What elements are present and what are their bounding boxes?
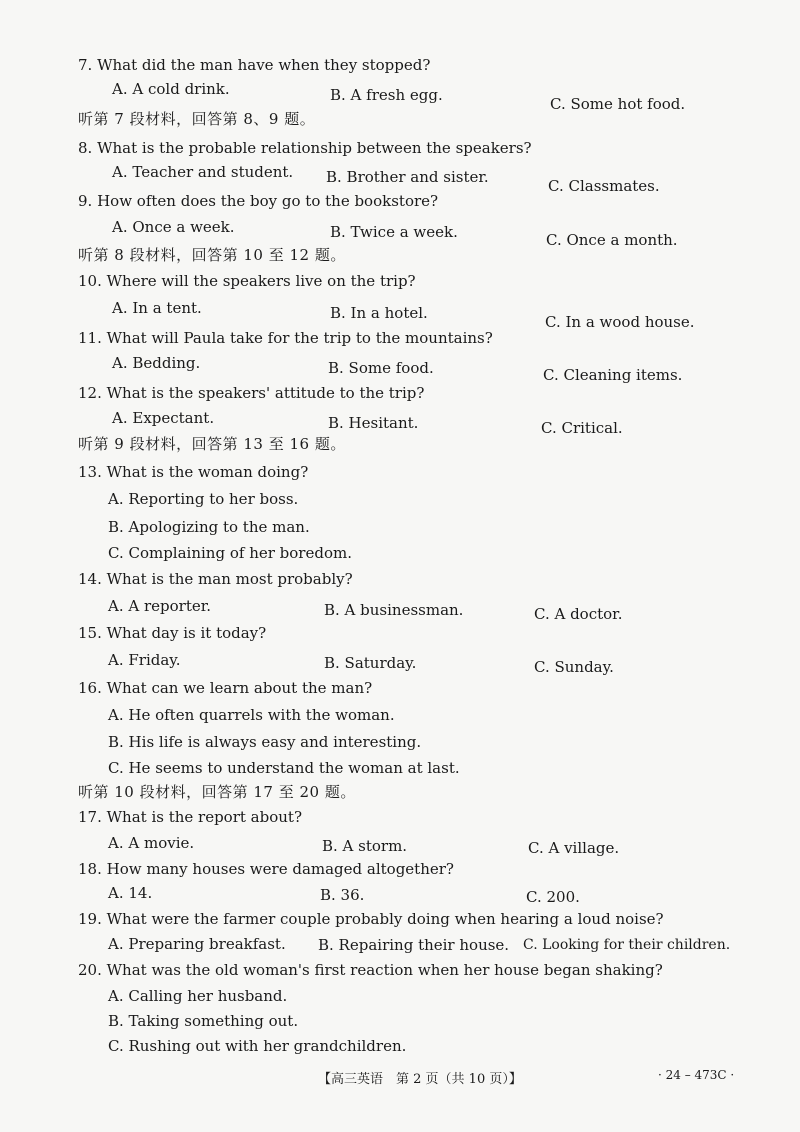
option-12a: A. Expectant. (112, 409, 215, 427)
question-20: 20. What was the old woman's first reaction when her house began shaking? (78, 961, 663, 979)
option-14a: A. A reporter. (108, 597, 212, 615)
option-14b: B. A businessman. (324, 601, 464, 619)
option-15c: C. Sunday. (534, 658, 614, 676)
question-7: 7. What did the man have when they stopped? (78, 56, 431, 74)
option-17b: B. A storm. (322, 837, 408, 855)
option-18b: B. 36. (320, 886, 365, 904)
option-9b: B. Twice a week. (330, 223, 458, 241)
option-20a: A. Calling her husband. (108, 987, 288, 1005)
option-7b: B. A fresh egg. (330, 86, 443, 104)
option-20c: C. Rushing out with her grandchildren. (108, 1037, 407, 1055)
question-15: 15. What day is it today? (78, 624, 267, 642)
question-14: 14. What is the man most probably? (78, 570, 353, 588)
section-heading-8: 听第 8 段材料，回答第 10 至 12 题。 (78, 246, 346, 264)
option-13a: A. Reporting to her boss. (108, 490, 299, 508)
question-10: 10. Where will the speakers live on the trip? (78, 272, 416, 290)
question-12: 12. What is the speakers' attitude to the trip? (78, 384, 425, 402)
option-11a: A. Bedding. (112, 354, 201, 372)
option-19a: A. Preparing breakfast. (108, 935, 286, 953)
option-17c: C. A village. (528, 839, 620, 857)
option-19c: C. Looking for their children. (523, 937, 731, 953)
option-16c: C. He seems to understand the woman at last. (108, 759, 460, 777)
option-15a: A. Friday. (108, 651, 181, 669)
question-9: 9. How often does the boy go to the bookstore? (78, 192, 439, 210)
option-10b: B. In a hotel. (330, 304, 428, 322)
question-19: 19. What were the farmer couple probably doing when hearing a loud noise? (78, 910, 664, 928)
option-19b: B. Repairing their house. (318, 936, 510, 954)
option-8b: B. Brother and sister. (326, 168, 489, 186)
section-heading-9: 听第 9 段材料，回答第 13 至 16 题。 (78, 435, 346, 453)
option-18a: A. 14. (108, 884, 153, 902)
question-11: 11. What will Paula take for the trip to the mountains? (78, 329, 493, 347)
option-16a: A. He often quarrels with the woman. (108, 706, 395, 724)
question-13: 13. What is the woman doing? (78, 463, 309, 481)
question-8: 8. What is the probable relationship between the speakers? (78, 139, 532, 157)
option-11b: B. Some food. (328, 359, 434, 377)
paper-code: · 24 – 473C · (658, 1068, 735, 1082)
option-18c: C. 200. (526, 888, 580, 906)
option-14c: C. A doctor. (534, 605, 623, 623)
question-17: 17. What is the report about? (78, 808, 302, 826)
option-17a: A. A movie. (108, 834, 195, 852)
option-13b: B. Apologizing to the man. (108, 518, 310, 536)
option-7a: A. A cold drink. (112, 80, 230, 98)
option-7c: C. Some hot food. (550, 95, 686, 113)
option-10c: C. In a wood house. (545, 313, 695, 331)
question-16: 16. What can we learn about the man? (78, 679, 373, 697)
option-16b: B. His life is always easy and interesting. (108, 733, 422, 751)
option-8c: C. Classmates. (548, 177, 660, 195)
option-10a: A. In a tent. (112, 299, 202, 317)
section-heading-10: 听第 10 段材料，回答第 17 至 20 题。 (78, 783, 356, 801)
option-20b: B. Taking something out. (108, 1012, 299, 1030)
option-12b: B. Hesitant. (328, 414, 419, 432)
page-footer: 【高三英语 第 2 页（共 10 页）】 (318, 1072, 522, 1087)
option-15b: B. Saturday. (324, 654, 417, 672)
option-11c: C. Cleaning items. (543, 366, 683, 384)
option-12c: C. Critical. (541, 419, 623, 437)
section-heading-7: 听第 7 段材料，回答第 8、9 题。 (78, 110, 316, 128)
option-9a: A. Once a week. (112, 218, 235, 236)
option-13c: C. Complaining of her boredom. (108, 544, 352, 562)
question-18: 18. How many houses were damaged altogether? (78, 860, 454, 878)
option-9c: C. Once a month. (546, 231, 678, 249)
option-8a: A. Teacher and student. (112, 163, 294, 181)
